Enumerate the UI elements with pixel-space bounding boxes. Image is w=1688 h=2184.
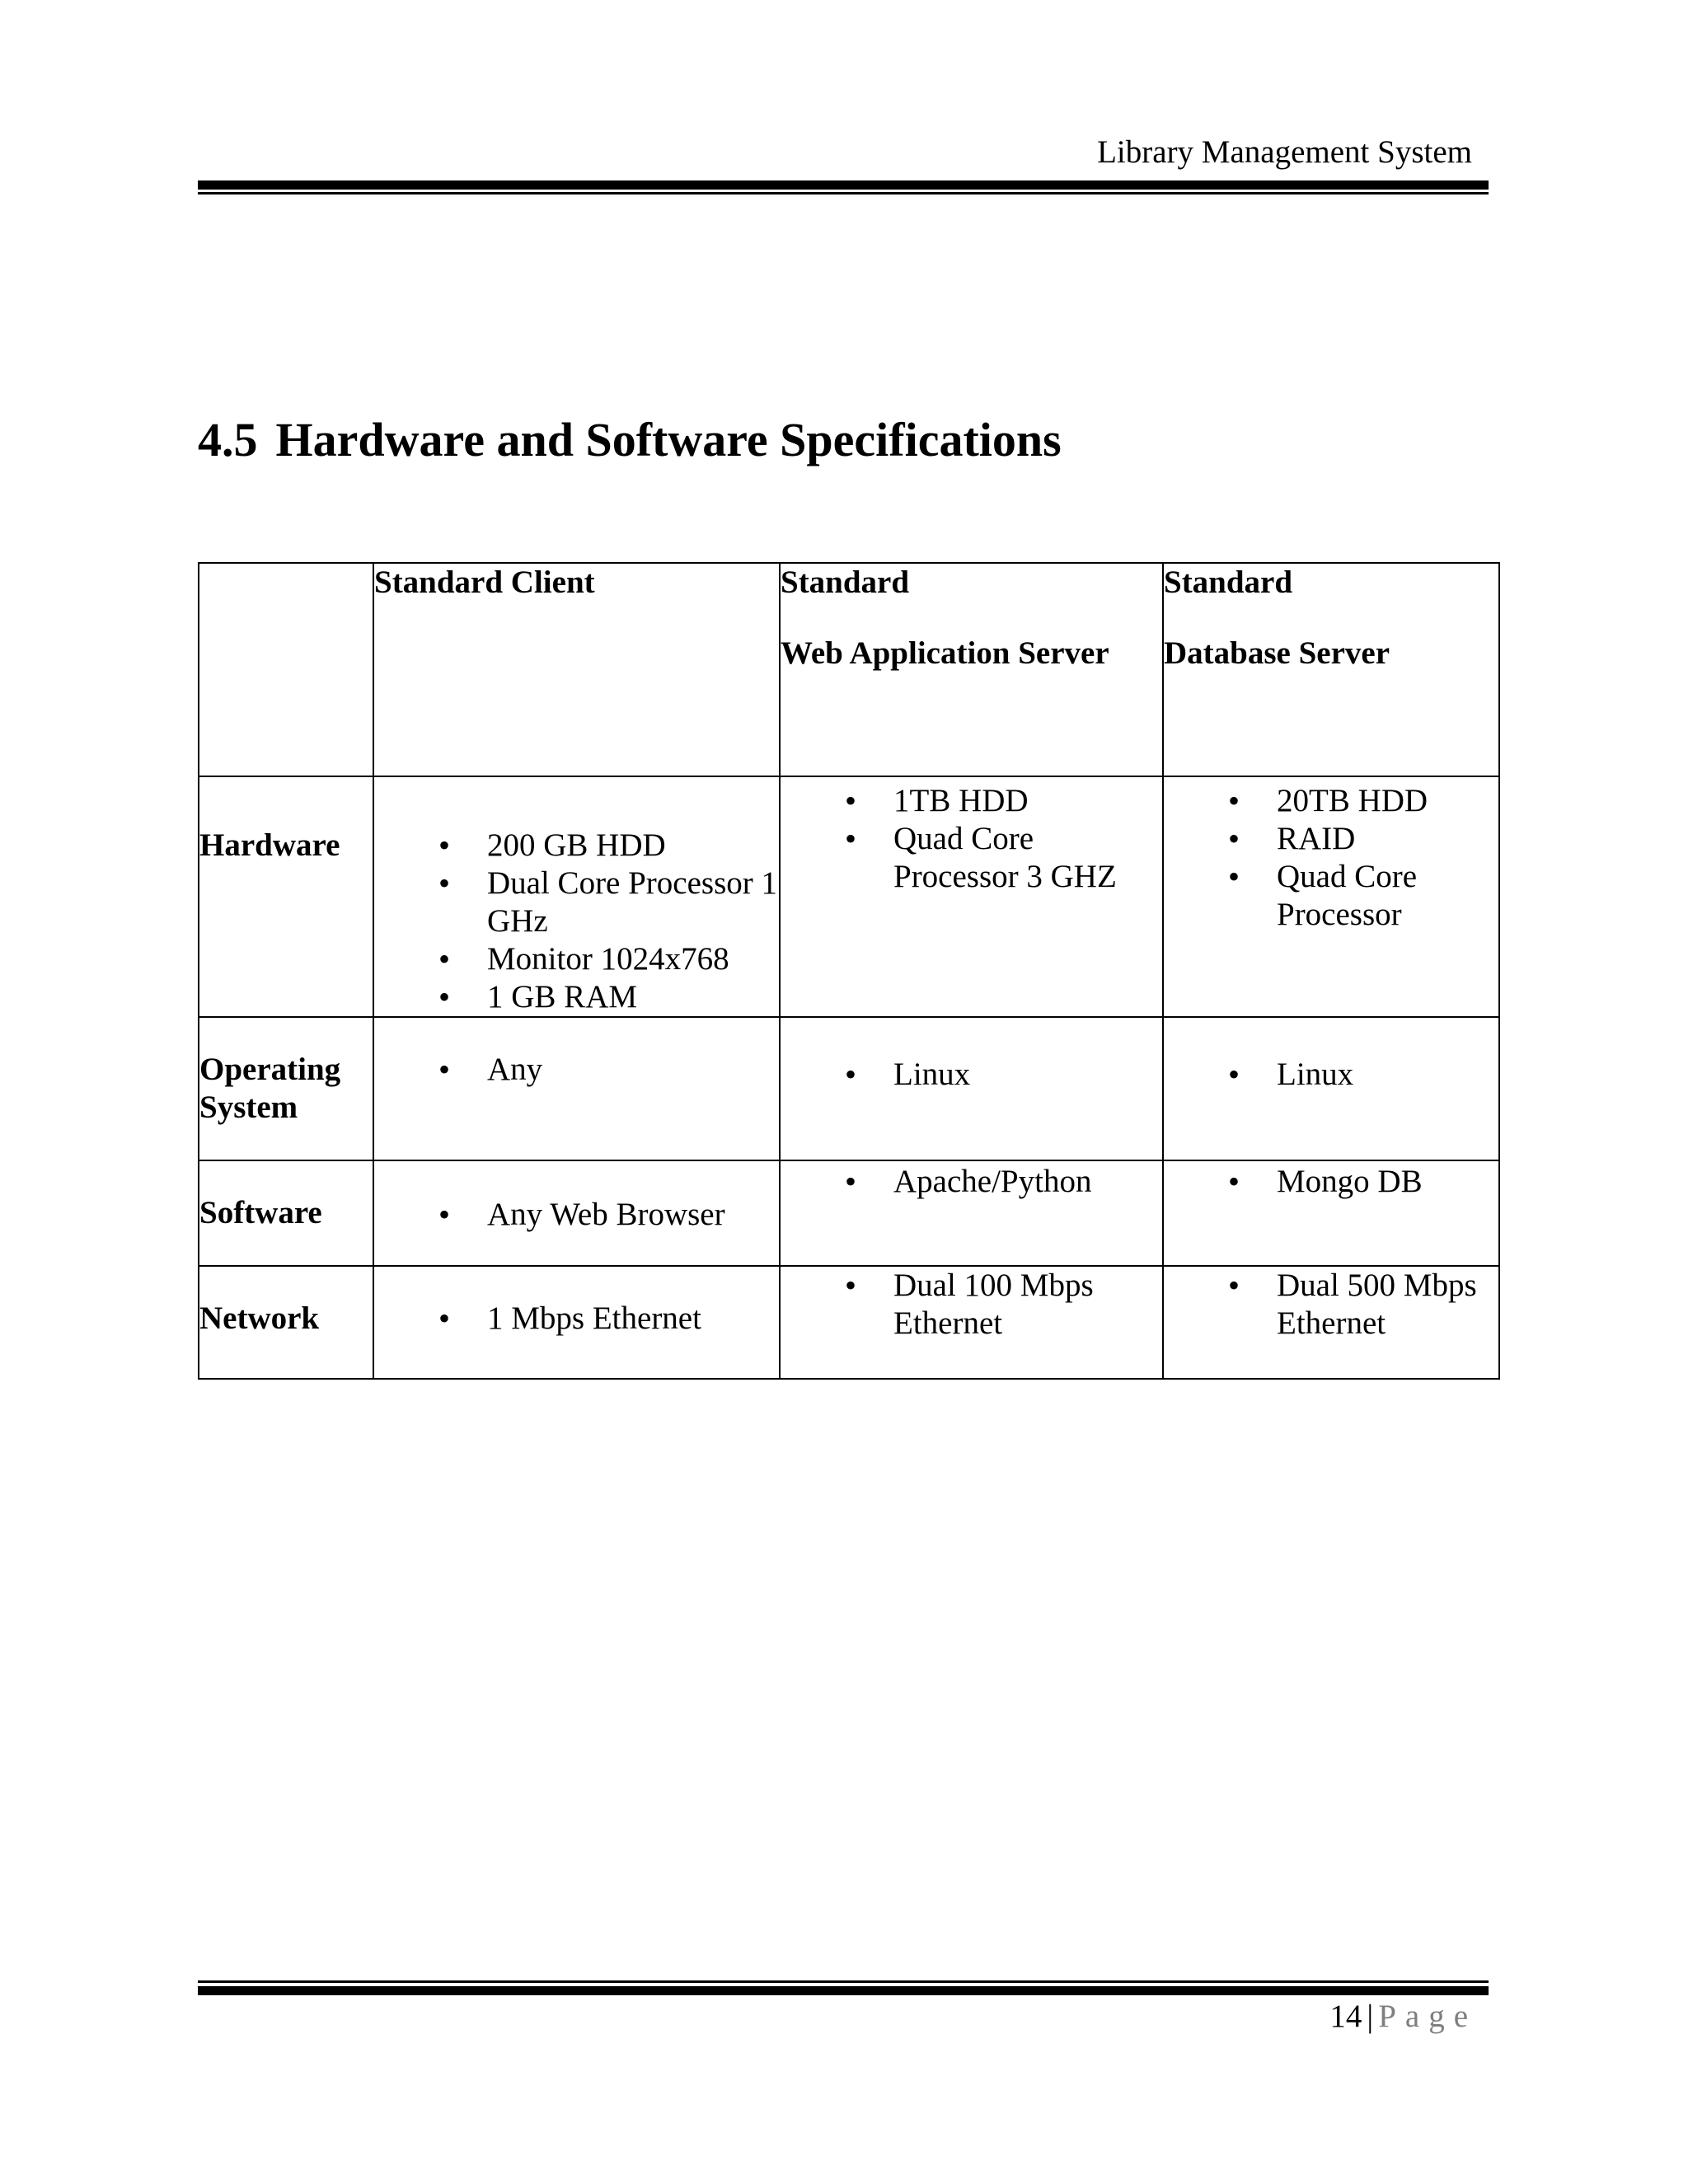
page-footer [1329, 2000, 1477, 2032]
cell-hardware-database-server [1163, 776, 1499, 1017]
list-item: • 20TB HDD [1164, 782, 1498, 820]
list-item: • Apache/Python [781, 1163, 1162, 1201]
list-item: • Mongo DB [1164, 1163, 1498, 1201]
footer-rule-thick [198, 1986, 1489, 1995]
cell-network-database-server [1163, 1266, 1499, 1379]
column-header-line1: Standard Client [374, 565, 595, 600]
table-row-operating-system [199, 1017, 1499, 1160]
bullet-list [1164, 782, 1498, 934]
bullet-list [374, 1300, 779, 1338]
row-label-operating-system: Operating System [199, 1017, 373, 1160]
bullet-list [781, 1056, 1162, 1094]
list-item: • Any [374, 1051, 779, 1089]
bullet-list [1164, 1267, 1498, 1343]
cell-os-database-server [1163, 1017, 1499, 1160]
table-header-row [199, 563, 1499, 776]
bullet-list [374, 827, 779, 1016]
table-row-software [199, 1160, 1499, 1266]
footer-rule-thin [198, 1980, 1489, 1983]
cell-os-web-server [780, 1017, 1163, 1160]
header-rule-thick [198, 180, 1489, 190]
section-number: 4.5 [198, 413, 258, 466]
list-item: • Quad Core Processor 3 GHZ [781, 820, 1162, 896]
list-item: • RAID [1164, 820, 1498, 858]
section-heading [198, 413, 1062, 466]
column-header-line1: Standard [781, 565, 910, 600]
column-header-line1: Standard [1164, 565, 1293, 600]
section-title: Hardware and Software Specifications [275, 413, 1062, 466]
table-corner-cell [199, 563, 373, 776]
cell-hardware-web-server [780, 776, 1163, 1017]
list-item: • Dual Core Processor 1 GHz [374, 865, 779, 940]
row-label-software: Software [199, 1160, 373, 1266]
bullet-list [781, 1163, 1162, 1201]
cell-network-web-server [780, 1266, 1163, 1379]
cell-os-client [373, 1017, 780, 1160]
column-header-line2: Web Application Server [781, 635, 1109, 671]
page-separator: | [1367, 1999, 1374, 2034]
list-item: • 1 GB RAM [374, 978, 779, 1016]
bullet-list [781, 782, 1162, 896]
bullet-list [781, 1267, 1162, 1343]
list-item: • 1TB HDD [781, 782, 1162, 820]
list-item: • Any Web Browser [374, 1196, 779, 1234]
cell-software-web-server [780, 1160, 1163, 1266]
specifications-table [198, 562, 1500, 1380]
column-header-standard-client [373, 563, 780, 776]
column-header-web-application-server [780, 563, 1163, 776]
cell-software-database-server [1163, 1160, 1499, 1266]
table-row-network [199, 1266, 1499, 1379]
list-item: • Quad Core Processor [1164, 858, 1498, 934]
cell-hardware-client [373, 776, 780, 1017]
bullet-list [1164, 1056, 1498, 1094]
row-label-hardware: Hardware [199, 776, 373, 1017]
table-row-hardware [199, 776, 1499, 1017]
list-item: • Dual 100 Mbps Ethernet [781, 1267, 1162, 1343]
bullet-list [1164, 1163, 1498, 1201]
list-item: • Linux [1164, 1056, 1498, 1094]
list-item: • 1 Mbps Ethernet [374, 1300, 779, 1338]
column-header-line2: Database Server [1164, 635, 1390, 671]
list-item: • Dual 500 Mbps Ethernet [1164, 1267, 1498, 1343]
list-item: • 200 GB HDD [374, 827, 779, 865]
row-label-network: Network [199, 1266, 373, 1379]
bullet-list [374, 1051, 779, 1089]
list-item: • Linux [781, 1056, 1162, 1094]
column-header-database-server [1163, 563, 1499, 776]
page-number: 14 [1329, 1999, 1362, 2034]
list-item: • Monitor 1024x768 [374, 940, 779, 978]
header-rule-thin [198, 192, 1489, 194]
document-header-title: Library Management System [1097, 134, 1472, 170]
cell-software-client [373, 1160, 780, 1266]
cell-network-client [373, 1266, 780, 1379]
page-label: Page [1378, 1999, 1477, 2034]
bullet-list [374, 1196, 779, 1234]
